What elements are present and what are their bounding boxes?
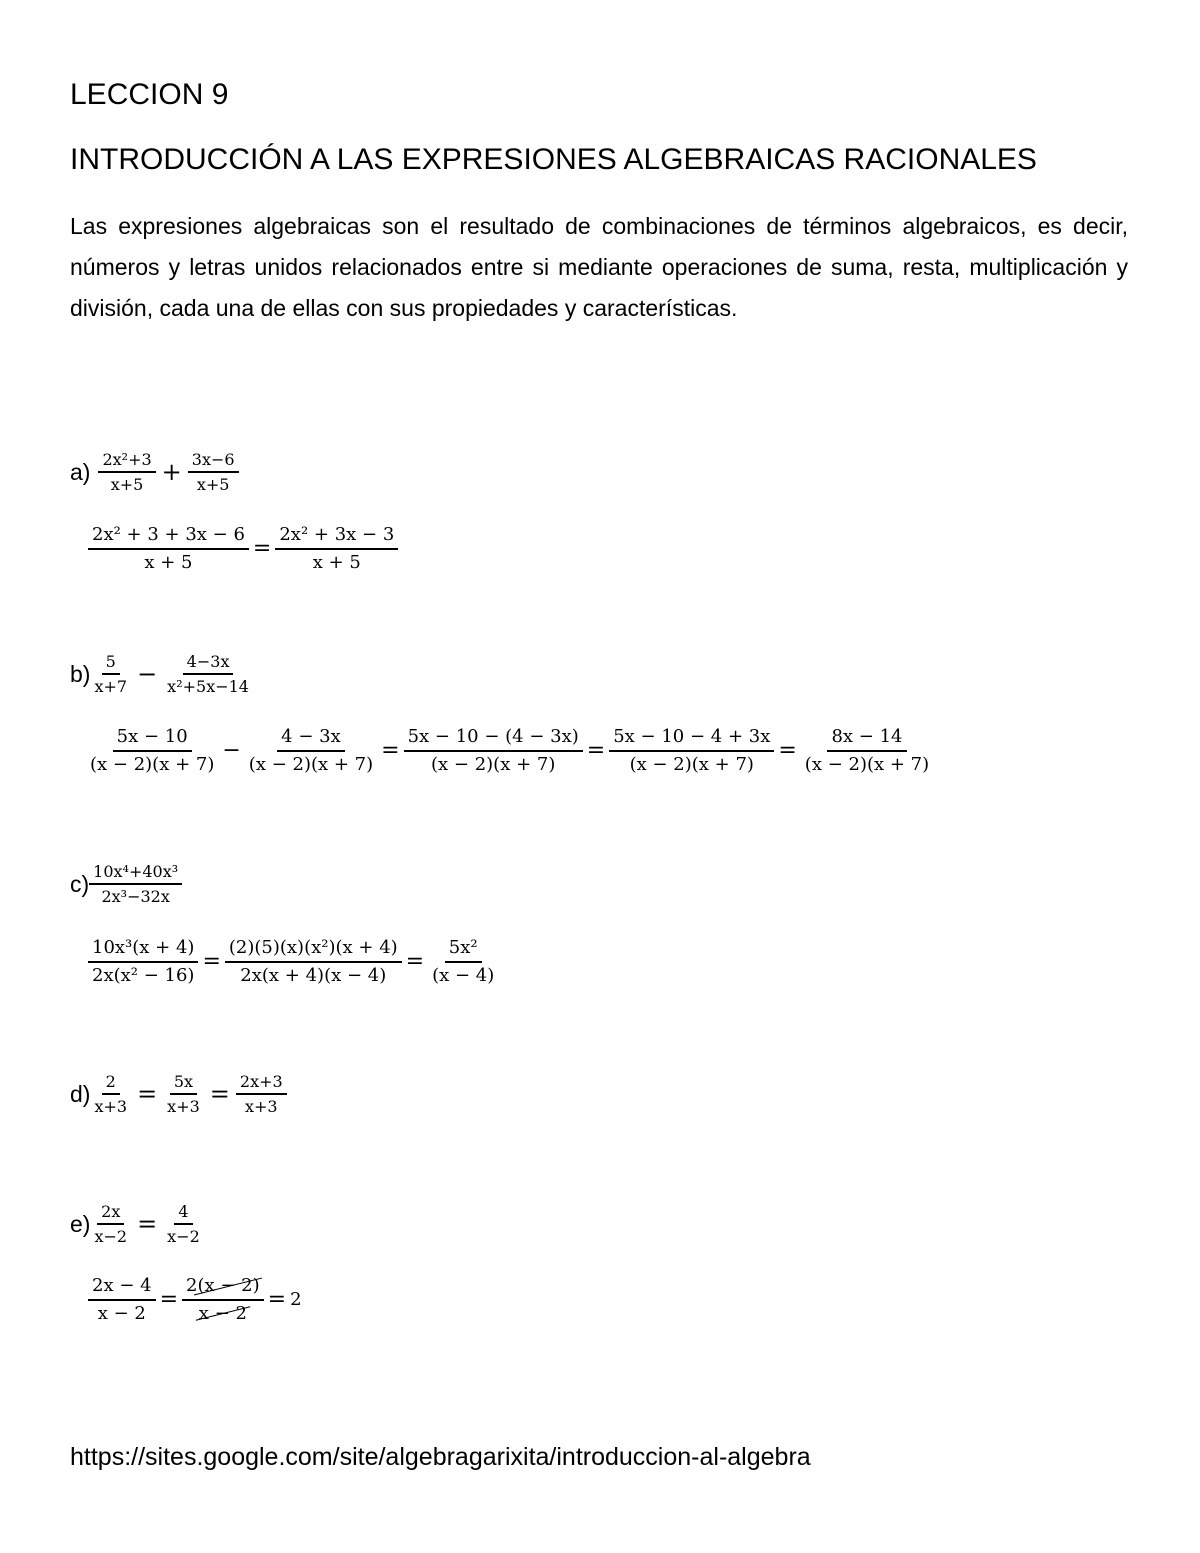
exercise-d-problem bbox=[70, 1072, 287, 1116]
exercise-e-problem bbox=[70, 1202, 204, 1246]
plus-operator: + bbox=[161, 458, 182, 487]
fraction: $\frac{5}{x+7}$ bbox=[94, 652, 128, 697]
equals-sign: = bbox=[159, 1287, 179, 1313]
lesson-number: LECCION 9 bbox=[70, 78, 229, 111]
fraction: $\frac{\text{2x² + 3 + 3x − 6}}{x + 5}$ bbox=[88, 524, 249, 573]
page-title: INTRODUCCIÓN A LAS EXPRESIONES ALGEBRAICAS RACIONALES bbox=[70, 143, 1037, 176]
equals-sign: = bbox=[252, 536, 272, 562]
exercise-c-solution bbox=[88, 937, 498, 986]
exercise-a-problem bbox=[70, 450, 239, 494]
fraction: $\frac{4-3x}{\text{x²+5x−14}}$ bbox=[167, 652, 249, 697]
fraction: $\frac{\text{2x²+3}}{x+5}$ bbox=[98, 450, 155, 494]
exercise-a-solution bbox=[88, 524, 398, 573]
equals-sign: = bbox=[202, 949, 221, 975]
exercise-b-solution bbox=[86, 726, 933, 775]
equals-sign: = bbox=[137, 1080, 158, 1109]
result-value: 2 bbox=[290, 1289, 302, 1311]
fraction: $\frac{8x - 14}{(x - 2)(x + 7)}$ bbox=[804, 726, 930, 775]
equals-sign: = bbox=[267, 1287, 287, 1313]
fraction: $\frac{\text{5x²}}{(x - 4)}$ bbox=[432, 937, 495, 986]
fraction: $\frac{\text{(2)(5)(x)(x²)(x + 4)}}{2x(x + 4)(x - 4)}$ bbox=[225, 937, 402, 986]
fraction: $\frac{5x - 10}{(x - 2)(x + 7)}$ bbox=[90, 726, 215, 775]
equals-sign: = bbox=[778, 738, 797, 764]
exercise-e-label: e) bbox=[70, 1210, 91, 1237]
fraction: $\frac{5x - 10 - (4 - 3x)}{(x - 2)(x + 7)}$ bbox=[404, 726, 583, 775]
equals-sign: = bbox=[586, 738, 606, 764]
source-url: https://sites.google.com/site/algebragarixita/introduccion-al-algebra bbox=[70, 1443, 811, 1471]
fraction: $\frac{5x}{x+3}$ bbox=[167, 1072, 200, 1117]
fraction: $\frac{4 - 3x}{(x - 2)(x + 7)}$ bbox=[248, 726, 374, 775]
exercise-a-label: a) bbox=[70, 458, 91, 485]
equals-sign: = bbox=[405, 949, 425, 975]
equals-sign: = bbox=[209, 1080, 230, 1109]
fraction: $\frac{\text{2x² + 3x − 3}}{x + 5}$ bbox=[275, 524, 398, 573]
cancelled-fraction: $\frac{2(x - 2)}{x - 2}$ bbox=[182, 1275, 264, 1324]
exercise-d-label: d) bbox=[70, 1080, 91, 1107]
fraction: $\frac{\text{10x³(x + 4)}}{\text{2x(x² − 16)}}$ bbox=[88, 937, 198, 986]
fraction: $\frac{3x-6}{x+5}$ bbox=[188, 450, 239, 494]
intro-paragraph: Las expresiones algebraicas son el resultado de combinaciones de términos algebraicos, es decir, números y letras unidos relacionados entre si mediante operaciones de suma, resta, multiplicación y división, cada una de ellas con sus propiedades y características. bbox=[70, 213, 1128, 321]
fraction: $\frac{2x}{x-2}$ bbox=[94, 1202, 128, 1247]
minus-operator: − bbox=[222, 738, 241, 764]
exercise-b-problem bbox=[70, 652, 253, 696]
fraction: $\frac{2}{x+3}$ bbox=[94, 1072, 128, 1117]
cancel-strike: (x − 2) bbox=[197, 1275, 260, 1296]
equals-sign: = bbox=[381, 738, 400, 764]
fraction: $\frac{\text{10x⁴+40x³}}{\text{2x³−32x}}$ bbox=[89, 862, 182, 906]
fraction: $\frac{4}{x-2}$ bbox=[167, 1202, 200, 1247]
equals-sign: = bbox=[137, 1210, 158, 1239]
fraction: $\frac{5x - 10 - 4 + 3x}{(x - 2)(x + 7)}$ bbox=[609, 726, 774, 775]
fraction: $\frac{2x+3}{x+3}$ bbox=[236, 1072, 287, 1116]
exercise-c-label: c) bbox=[70, 870, 90, 897]
fraction: $\frac{2x - 4}{x - 2}$ bbox=[88, 1275, 156, 1324]
cancel-strike: x − 2 bbox=[198, 1302, 247, 1324]
exercise-b-label: b) bbox=[70, 660, 91, 687]
exercise-c-problem bbox=[70, 862, 182, 906]
minus-operator: − bbox=[137, 660, 158, 689]
exercise-e-solution bbox=[88, 1275, 302, 1324]
